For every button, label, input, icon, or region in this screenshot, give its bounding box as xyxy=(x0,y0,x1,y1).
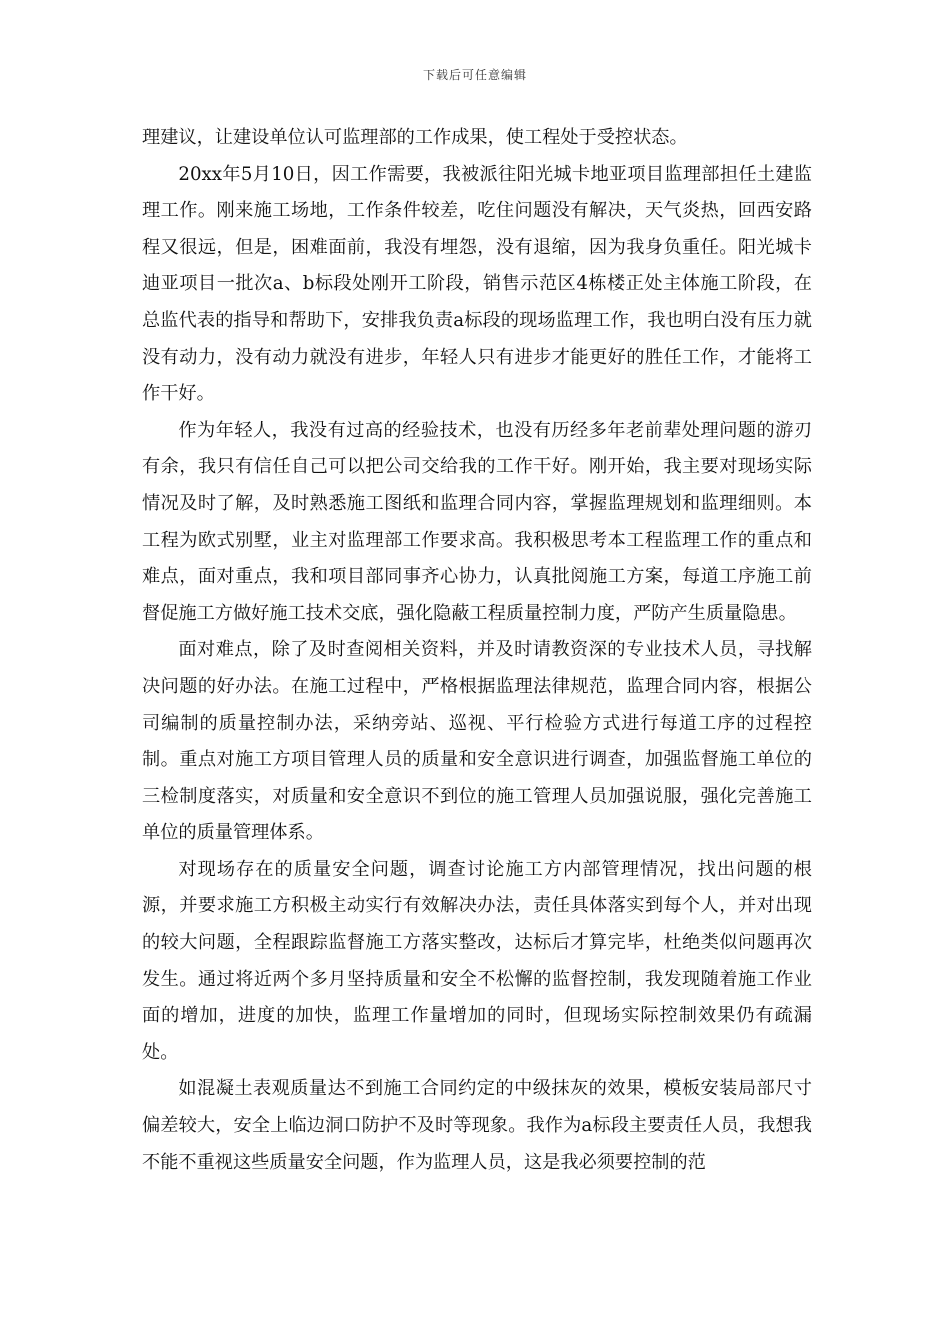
paragraph-5: 对现场存在的质量安全问题，调查讨论施工方内部管理情况，找出问题的根源，并要求施工方积极主动实行有效解决办法，责任具体落实到每个人，并对出现的较大问题，全程跟踪监督施工方落实整改，达标后才算完毕，杜绝类似问题再次发生。通过将近两个多月坚持质量和安全不松懈的监督控制，我发现随着施工作业面的增加，进度的加快，监理工作量增加的同时，但现场实际控制效果仍有疏漏处。 xyxy=(142,858,812,1063)
page-header: 下载后可任意编辑 xyxy=(422,68,527,82)
document-body xyxy=(142,120,812,1181)
paragraph-6: 如混凝土表观质量达不到施工合同约定的中级抹灰的效果，模板安装局部尺寸偏差较大，安全上临边洞口防护不及时等现象。我作为a标段主要责任人员，我想我不能不重视这些质量安全问题，作为监理人员，这是我必须要控制的范 xyxy=(142,1078,812,1173)
paragraph-4: 面对难点，除了及时查阅相关资料，并及时请教资深的专业技术人员，寻找解决问题的好办法。在施工过程中，严格根据监理法律规范，监理合同内容，根据公司编制的质量控制办法，采纳旁站、巡视、平行检验方式进行每道工序的过程控制。重点对施工方项目管理人员的质量和安全意识进行调查，加强监督施工单位的三检制度落实，对质量和安全意识不到位的施工管理人员加强说服，强化完善施工单位的质量管理体系。 xyxy=(142,639,812,844)
paragraph-2: 20xx年5月10日，因工作需要，我被派往阳光城卡地亚项目监理部担任土建监理工作。刚来施工场地，工作条件较差，吃住问题没有解决，天气炎热，回西安路程又很远，但是，困难面前，我没有埋怨，没有退缩，因为我身负重任。阳光城卡迪亚项目一批次a、b标段处刚开工阶段，销售示范区4栋楼正处主体施工阶段，在总监代表的指导和帮助下，安排我负责a标段的现场监理工作，我也明白没有压力就没有动力，没有动力就没有进步，年轻人只有进步才能更好的胜任工作，才能将工作干好。 xyxy=(142,163,812,405)
paragraph-3: 作为年轻人，我没有过高的经验技术，也没有历经多年老前辈处理问题的游刃有余，我只有信任自己可以把公司交给我的工作干好。刚开始，我主要对现场实际情况及时了解，及时熟悉施工图纸和监理合同内容，掌握监理规划和监理细则。本工程为欧式别墅，业主对监理部工作要求高。我积极思考本工程监理工作的重点和难点，面对重点，我和项目部同事齐心协力，认真批阅施工方案，每道工序施工前督促施工方做好施工技术交底，强化隐蔽工程质量控制力度，严防产生质量隐患。 xyxy=(142,419,812,624)
paragraph-1: 理建议，让建设单位认可监理部的工作成果，使工程处于受控状态。 xyxy=(142,127,688,148)
